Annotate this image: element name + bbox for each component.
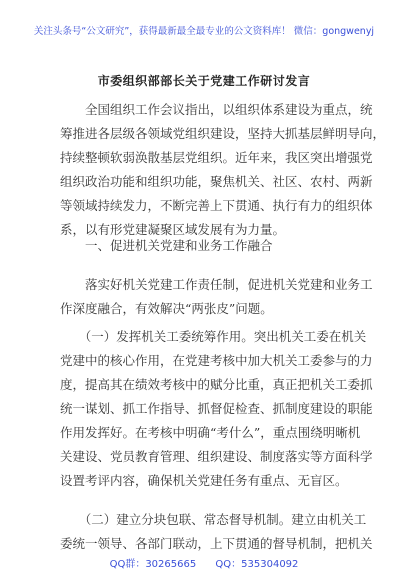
- text-line: 作深度融合，有效解决“两张皮”问题。: [60, 301, 273, 316]
- text-line: 委统一领导、各部门联动，上下贯通的督导机制，把机关: [60, 536, 373, 551]
- paragraph-section-intro: [60, 273, 373, 321]
- text-line: （一）发挥机关工委统筹作用。突出机关工委在机关: [60, 329, 367, 344]
- document-title: 市委组织部部长关于党建工作研讨发言: [97, 74, 311, 88]
- text-line: 持续整顿软弱涣散基层党组织。近年来，我区突出增强党: [60, 150, 373, 165]
- text-line: 筹推进各层级各领域党组织建设，坚持大抓基层鲜明导向，: [60, 126, 386, 141]
- paragraph-subsection-2: [60, 508, 373, 556]
- text-line: （二）建立分块包联、常态督导机制。建立由机关工: [60, 512, 367, 527]
- text-line: 设置考评内容，确保机关党建任务有重点、无盲区。: [60, 473, 348, 488]
- text-line: 度，提高其在绩效考核中的赋分比重，真正把机关工委抓: [60, 377, 373, 392]
- text-line: 系，以有形党建凝聚区域发展有为力量。: [60, 222, 286, 237]
- text-line: 作用发挥好。在考核中明确“考什么”，重点围绕明晰机: [60, 425, 361, 440]
- footer-qq-number: QQ：535304092: [215, 559, 299, 570]
- footer-qq-group: QQ群：30265665: [109, 559, 197, 570]
- section-heading: [60, 234, 360, 258]
- text-line: 落实好机关党建工作责任制，促进机关党建和业务工: [60, 277, 373, 292]
- text-line: 等领域持续发力，不断完善上下贯通、执行有力的组织体: [60, 198, 373, 213]
- text-line: 党建中的核心作用，在党建考核中加大机关工委参与的力: [60, 353, 373, 368]
- paragraph-subsection-1: [60, 325, 373, 493]
- text-line: 统一谋划、抓工作指导、抓督促检查、抓制度建设的职能: [60, 401, 373, 416]
- footer-contact: [0, 555, 408, 570]
- text-line: 关建设、党员教育管理、组织建设、制度落实等方面科学: [60, 449, 373, 464]
- header-promo-note: 关注头条号“公文研究”，获得最新最全最专业的公文资料库！ 微信：gongwenyj: [33, 26, 375, 37]
- paragraph-intro: [60, 98, 386, 242]
- text-line: 组织政治功能和组织功能，聚焦机关、社区、农村、两新: [60, 174, 373, 189]
- text-line: 全国组织工作会议指出，以组织体系建设为重点，统: [60, 102, 373, 117]
- heading-text: 一、促进机关党建和业务工作融合: [60, 238, 273, 253]
